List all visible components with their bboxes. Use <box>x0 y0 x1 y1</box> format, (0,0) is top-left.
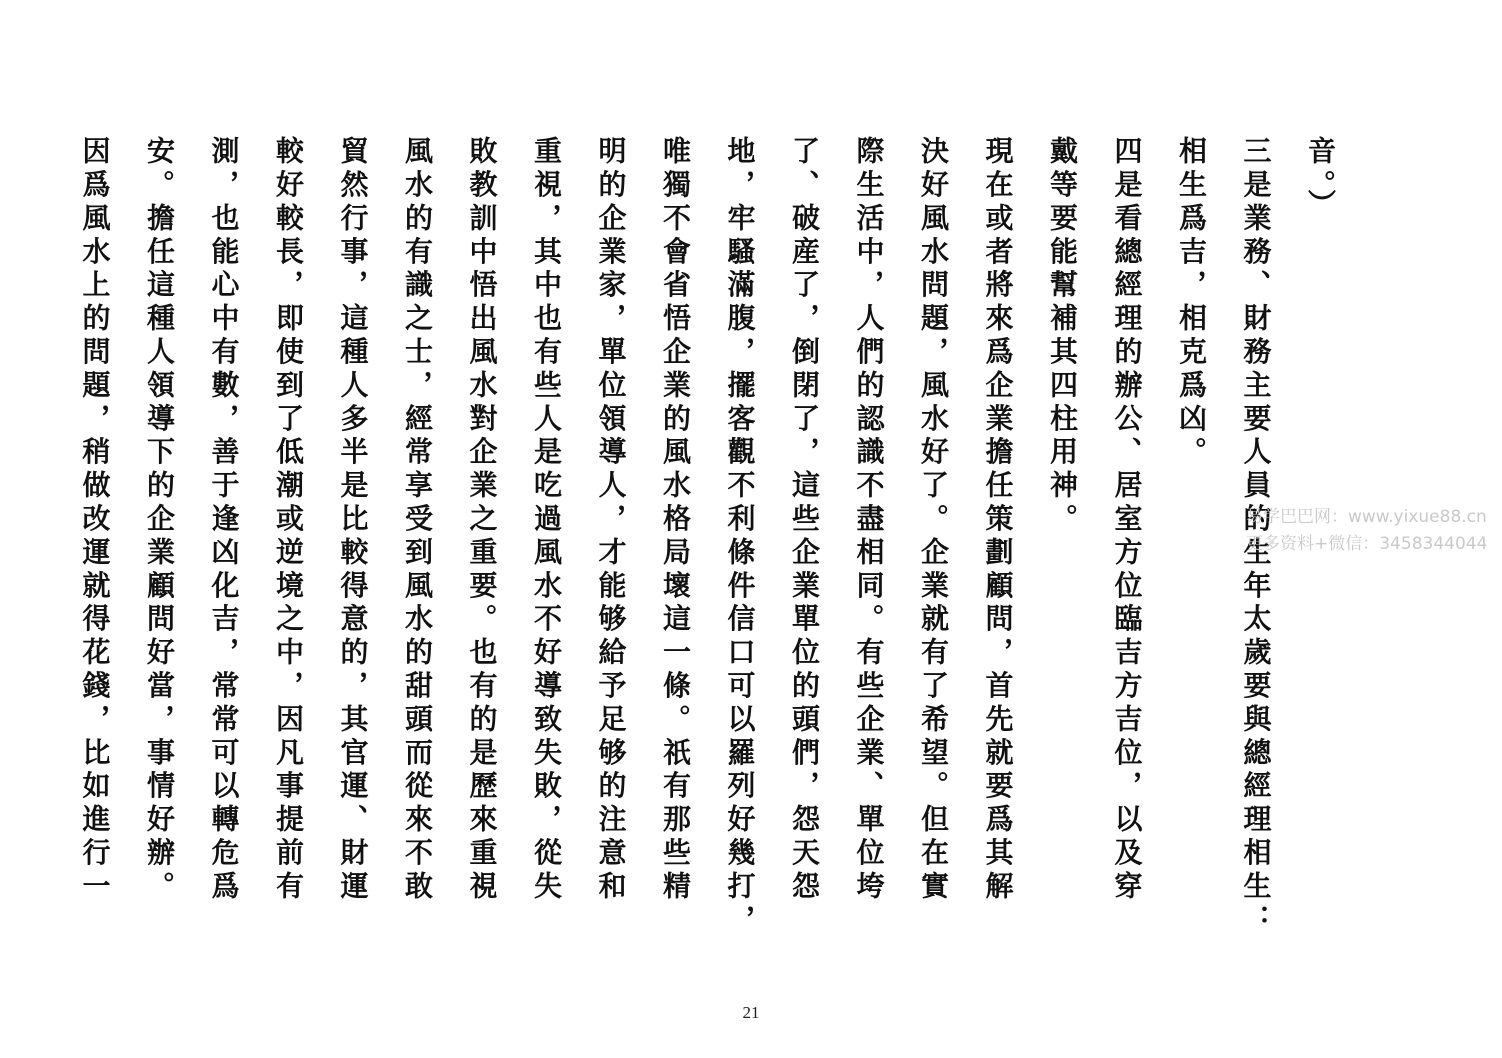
text-column: 安。擔任這種人領導下的企業顧問好當，事情好辦。 <box>143 136 176 905</box>
text-column: 唯獨不會省悟企業的風水格局壞這一條。祇有那些精 <box>659 136 692 905</box>
text-column: 地，牢騷滿腹，擺客觀不利條件信口可以羅列好幾打， <box>723 136 757 938</box>
text-column: 較好較長，即使到了低潮或逆境之中，因凡事提前有 <box>272 136 305 905</box>
text-column: 際生活中，人們的認識不盡相同。有些企業、單位垮 <box>852 136 886 905</box>
watermark-line-contact: 更多资料+微信：3458344044 <box>1246 534 1488 554</box>
text-column: 現在或者將來爲企業擔任策劃顧問，首先就要爲其解 <box>981 136 1015 905</box>
text-column: 測，也能心中有數，善于逢凶化吉，常常可以轉危爲 <box>207 136 241 905</box>
text-column: 音。） <box>1304 136 1337 223</box>
text-column: 了、破産了，倒閉了，這些企業單位的頭們，怨天怨 <box>788 136 821 905</box>
text-column: 決好風水問題，風水好了。企業就有了希望。但在實 <box>917 136 950 905</box>
watermark <box>1246 504 1496 558</box>
text-column: 因爲風水上的問題，稍做改運就得花錢，比如進行一 <box>78 136 112 905</box>
text-column: 相生爲吉，相克爲凶。 <box>1175 136 1208 470</box>
text-column: 風水的有識之士，經常享受到風水的甜頭而從來不敢 <box>401 136 434 905</box>
text-column: 敗教訓中悟出風水對企業之重要。也有的是歷來重視 <box>465 136 499 905</box>
text-column: 貿然行事，這種人多半是比較得意的，其官運、財運 <box>336 136 370 905</box>
page-number: 21 <box>742 1003 760 1022</box>
text-column: 戴等要能幫補其四柱用神。 <box>1046 136 1079 537</box>
vertical-text-block <box>62 136 1352 938</box>
text-column: 重視，其中也有些人是吃過風水不好導致失敗，從失 <box>530 136 563 905</box>
text-column: 四是看總經理的辦公、居室方位臨吉方吉位，以及穿 <box>1110 136 1144 905</box>
watermark-line-website: 易学巴巴网：www.yixue88.cn <box>1246 507 1487 527</box>
text-column: 明的企業家，單位領導人，才能够給予足够的注意和 <box>594 136 628 905</box>
text-column: 三是業務、財務主要人員的生年太歲要與總經理相生： <box>1239 136 1273 938</box>
